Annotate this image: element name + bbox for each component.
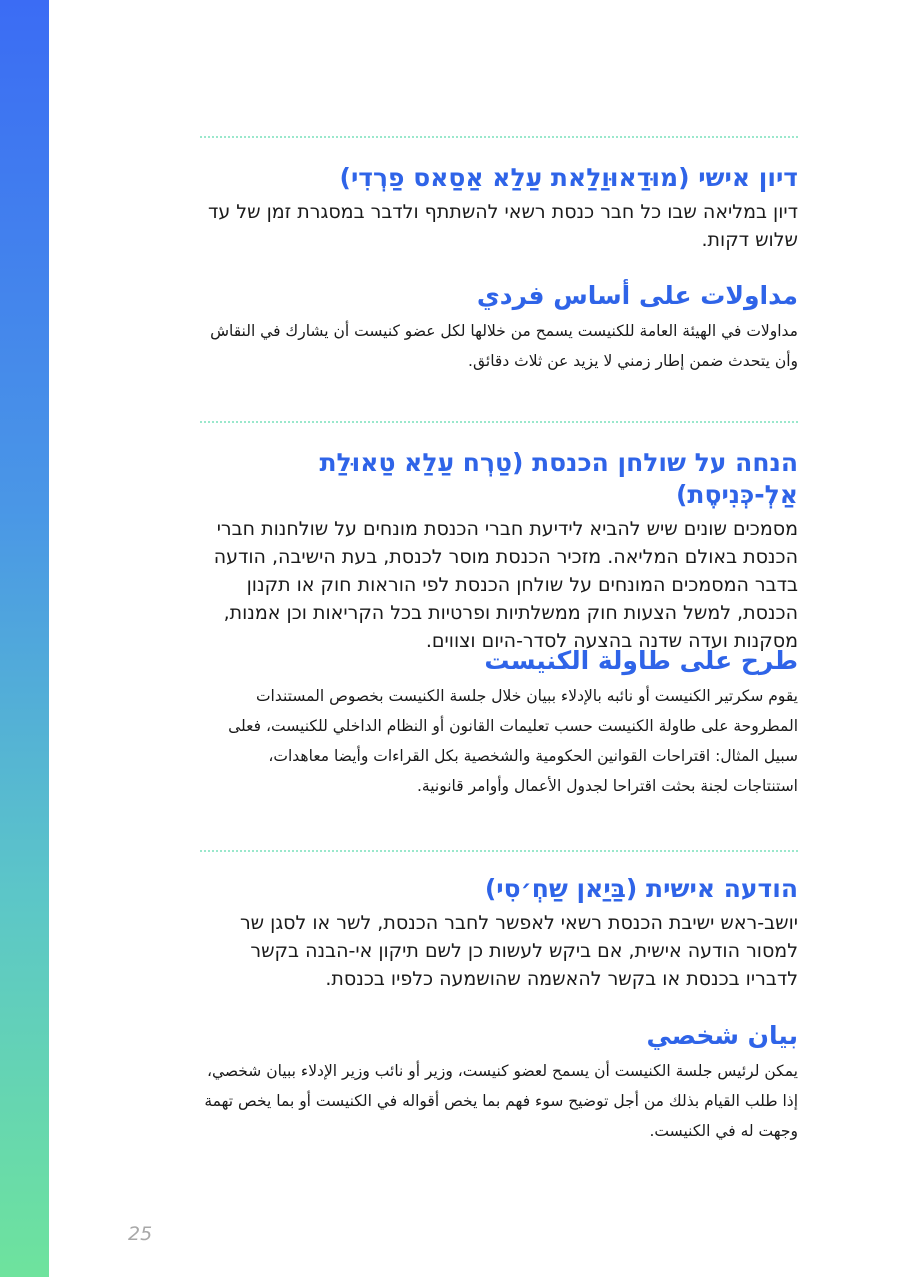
section-3-hebrew-body: יושב-ראש ישיבת הכנסת רשאי לאפשר לחבר הכנסת, לשר או לסגן שר למסור הודעה אישית, אם ביקש לעשות כן לשם תיקון אי-הבנה בקשר לדבריו בכנסת או בקשר להאשמה שהושמעה כלפיו בכנסת. — [239, 912, 798, 990]
section-2-hebrew — [200, 447, 798, 655]
section-3-arabic-title: بيان شخصي — [646, 1021, 798, 1050]
section-divider — [200, 850, 798, 852]
section-3-arabic-body: يمكن لرئيس جلسة الكنيست أن يسمح لعضو كنيست، وزير أو نائب وزير الإدلاء ببيان شخصي، إذا طلب القيام بذلك من أجل توضيح سوء فهم بما يخص أقواله في الكنيست أو بما يخص تهمة وجهت له في الكنيست. — [204, 1062, 798, 1140]
section-2-arabic-body: يقوم سكرتير الكنيست أو نائبه بالإدلاء ببيان خلال جلسة الكنيست بخصوص المستندات المطروحة على طاولة الكنيست حسب تعليمات القانون أو النظام الداخلي للكنيست، فعلى سبيل المثال: اقتراحات القوانين الحكومية والشخصية بكل القراءات وأيضا معاهدات، استنتاجات لجنة بحثت اقتراحا لجدول الأعمال وأوامر قانونية. — [228, 687, 798, 795]
section-1-hebrew-body: דיון במליאה שבו כל חבר כנסת רשאי להשתתף ולדבר במסגרת זמן של עד שלוש דקות. — [207, 201, 798, 251]
section-2-arabic-title: طرح على طاولة الكنيست — [484, 646, 798, 675]
section-2-hebrew-title: הנחה על שולחן הכנסת (טַרְח עַלַא טַאוּלַת אַלְ-כְּנִיסֶת) — [319, 448, 798, 509]
section-3-hebrew — [200, 873, 798, 993]
section-divider — [200, 421, 798, 423]
section-3-arabic — [200, 1020, 798, 1146]
section-2-hebrew-body: מסמכים שונים שיש להביא לידיעת חברי הכנסת מונחים על שולחנות חברי הכנסת באולם המליאה. מזכיר הכנסת מוסר לכנסת, בעת הישיבה, הודעה בדבר המסמכים המונחים על שולחן הכנסת לפי הוראות חוק או תקנון הכנסת, למשל הצעות חוק ממשלתיות ופרטיות בכל הקריאות וכן אמנות, מסקנות ועדה שדנה בהצעה לסדר-היום וצווים. — [213, 518, 798, 652]
section-1-hebrew-title: דיון אישי (מוּדַאוּוַלַאת עַלַא אַסַאס פַרְדִי) — [339, 163, 798, 192]
page-number: 25 — [128, 1223, 153, 1245]
section-2-arabic — [200, 645, 798, 801]
section-1-arabic-title: مداولات على أساس فردي — [476, 281, 798, 310]
section-divider — [200, 136, 798, 138]
section-1-arabic — [200, 280, 798, 376]
side-gradient-bar — [0, 0, 49, 1277]
section-1-hebrew — [200, 162, 798, 254]
section-3-hebrew-title: הודעה אישית (בַּיַאן שַחְ׳סִי) — [484, 874, 798, 903]
section-1-arabic-body: مداولات في الهيئة العامة للكنيست يسمح من خلالها لكل عضو كنيست أن يشارك في النقاش وأن يتحدث ضمن إطار زمني لا يزيد عن ثلاث دقائق. — [210, 322, 798, 370]
